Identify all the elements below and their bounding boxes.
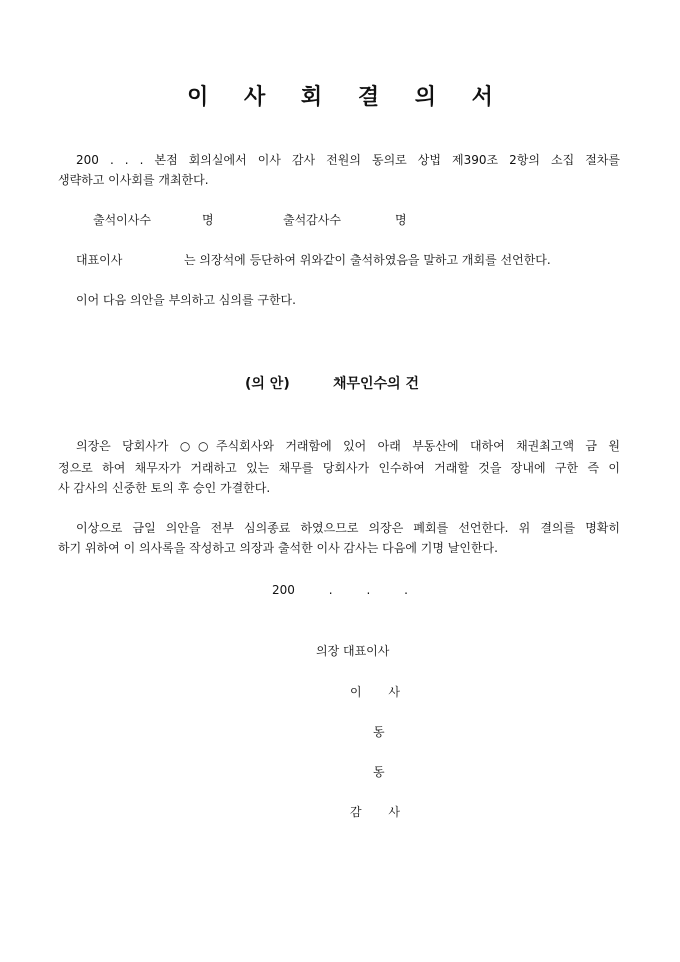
auditors-count-label: 출석감사수 xyxy=(283,213,341,227)
directors-count-unit: 명 xyxy=(202,213,214,227)
signature-chair: 의장 대표이사 xyxy=(316,644,390,658)
signature-director-2: 동 xyxy=(373,725,385,739)
document-date: 200 . . . xyxy=(272,583,408,597)
intro-line-1: 200 . . . 본점 회의실에서 이사 감사 전원의 동의로 상법 제390조 2항의 소집 절차를 xyxy=(76,153,620,167)
agenda-title: 채무인수의 건 xyxy=(333,376,420,392)
signature-auditor: 감 사 xyxy=(350,805,400,819)
proceed-text: 이어 다음 의안을 부의하고 심의를 구한다. xyxy=(76,293,296,307)
intro-line-2: 생략하고 이사회를 개최한다. xyxy=(58,173,209,187)
signature-director: 이 사 xyxy=(350,685,400,699)
body1-line-1: 의장은 당회사가 ○○주식회사와 거래함에 있어 아래 부동산에 대하여 채권최고액 금 원 xyxy=(76,439,620,453)
chair-label: 대표이사 xyxy=(76,253,123,267)
body2-line-1: 이상으로 금일 의안을 전부 심의종료 하였으므로 의장은 폐회를 선언한다. 위 결의를 명확히 xyxy=(76,521,620,535)
body1-line-3: 사 감사의 신중한 토의 후 승인 가결한다. xyxy=(58,481,271,495)
document-title: 이 사 회 결 의 서 xyxy=(187,85,507,110)
directors-count-label: 출석이사수 xyxy=(93,213,151,227)
body2-line-2: 하기 위하여 이 의사록을 작성하고 의장과 출석한 이사 감사는 다음에 기명 날인한다. xyxy=(58,541,498,555)
auditors-count-unit: 명 xyxy=(395,213,407,227)
agenda-label: (의 안) xyxy=(245,376,290,392)
chair-declaration-text: 는 의장석에 등단하여 위와같이 출석하였음을 말하고 개회를 선언한다. xyxy=(184,253,551,267)
body1-line-2: 정으로 하여 채무자가 거래하고 있는 채무를 당회사가 인수하여 거래할 것을 장내에 구한 즉 이 xyxy=(58,461,620,475)
signature-director-3: 동 xyxy=(373,765,385,779)
